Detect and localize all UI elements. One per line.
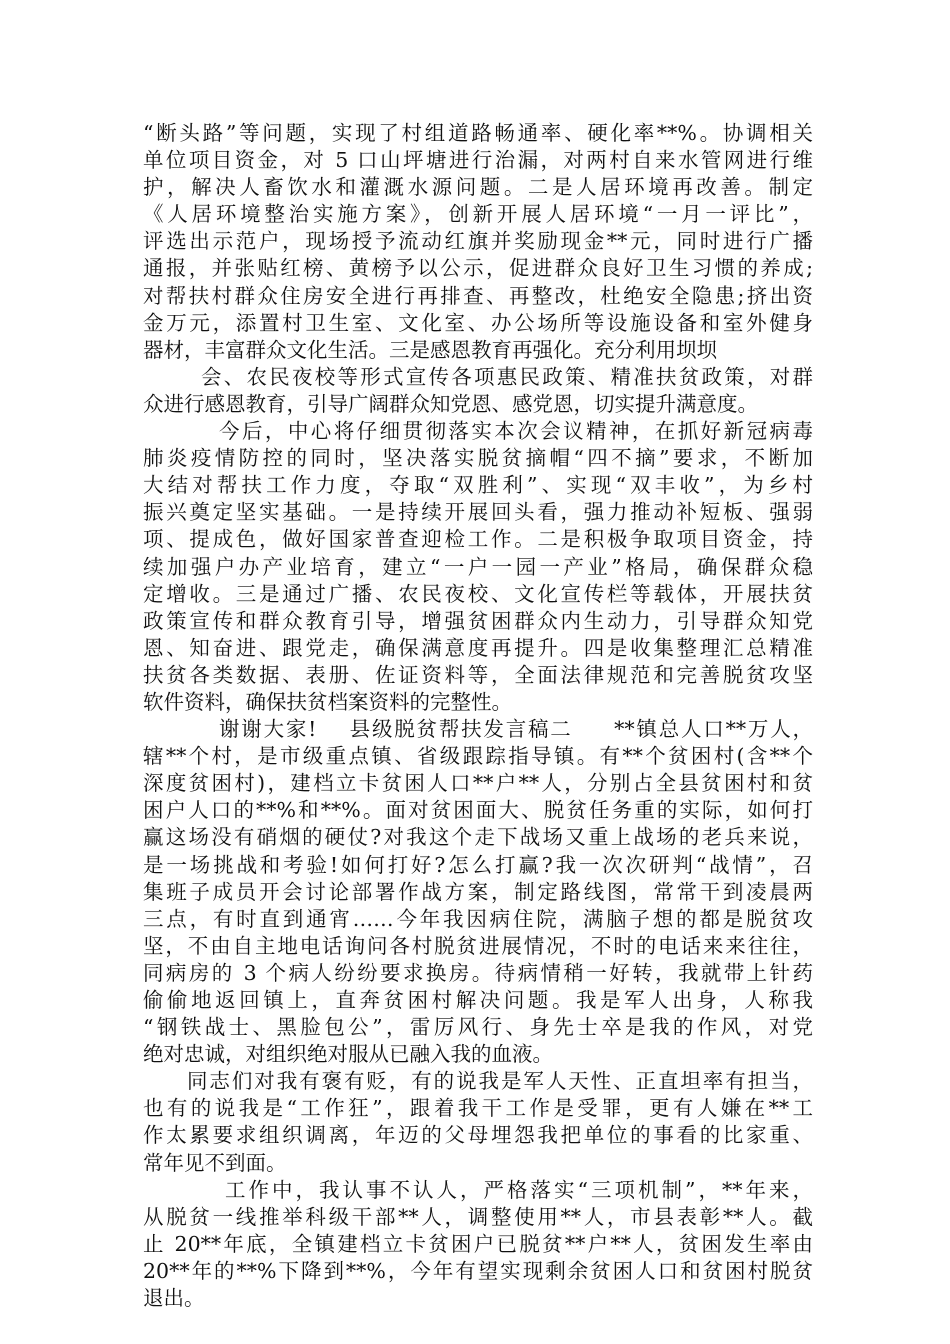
- text-line: 振兴奠定坚实基础。一是持续开展回头看，强力推动补短板、强弱: [143, 500, 813, 525]
- text-line: 辖**个村，是市级重点镇、省级跟踪指导镇。有**个贫困村(含**个: [143, 744, 813, 769]
- text-line: 作太累要求组织调离，年迈的父母埋怨我把单位的事看的比家重、: [143, 1123, 813, 1148]
- document-page: [143, 120, 813, 1312]
- text-line: 金万元，添置村卫生室、文化室、办公场所等设施设备和室外健身: [143, 310, 813, 335]
- text-line: 从脱贫一线推举科级干部**人，调整使用**人，市县表彰**人。截: [143, 1204, 813, 1229]
- text-line: 谢谢大家! 县级脱贫帮扶发言稿二 **镇总人口**万人，: [219, 717, 813, 742]
- text-line: 也有的说我是“工作狂”，跟着我干工作是受罪，更有人嫌在**工: [143, 1096, 813, 1121]
- text-line: 20**年的**%下降到**%，今年有望实现剩余贫困人口和贫困村脱贫: [143, 1258, 813, 1283]
- text-line: 定增收。三是通过广播、农民夜校、文化宣传栏等载体，开展扶贫: [143, 581, 813, 606]
- text-line: 同志们对我有褒有贬，有的说我是军人天性、正直坦率有担当，: [187, 1069, 813, 1094]
- text-line: 通报，并张贴红榜、黄榜予以公示，促进群众良好卫生习惯的养成;: [143, 256, 813, 281]
- text-line: 护，解决人畜饮水和灌溉水源问题。二是人居环境再改善。制定: [143, 175, 813, 200]
- text-line: 单位项目资金，对 5 口山坪塘进行治漏，对两村自来水管网进行维: [143, 148, 813, 173]
- text-line: 赢这场没有硝烟的硬仗?对我这个走下战场又重上战场的老兵来说，: [143, 825, 813, 850]
- text-line: 是一场挑战和考验!如何打好?怎么打赢?我一次次研判“战情”，召: [143, 852, 813, 877]
- text-line: 器材，丰富群众文化生活。三是感恩教育再强化。充分利用坝坝: [143, 337, 717, 362]
- text-line: 今后，中心将仔细贯彻落实本次会议精神，在抓好新冠病毒: [219, 419, 813, 444]
- text-line: 困户人口的**%和**%。面对贫困面大、脱贫任务重的实际，如何打: [143, 798, 813, 823]
- text-line: 政策宣传和群众教育引导，增强贫困群众内生动力，引导群众知党: [143, 608, 813, 633]
- text-line: 评选出示范户，现场授予流动红旗并奖励现金**元，同时进行广播: [143, 229, 813, 254]
- text-line: 项、提成色，做好国家普查迎检工作。二是积极争取项目资金，持: [143, 527, 813, 552]
- text-line: 绝对忠诚，对组织绝对服从已融入我的血液。: [143, 1042, 553, 1067]
- text-line: 三点，有时直到通宵……今年我因病住院，满脑子想的都是脱贫攻: [143, 906, 813, 931]
- text-line: 肺炎疫情防控的同时，坚决落实脱贫摘帽“四不摘”要求，不断加: [143, 446, 813, 471]
- text-line: 工作中，我认事不认人，严格落实“三项机制”，**年来，: [225, 1177, 813, 1202]
- text-line: 同病房的 3 个病人纷纷要求换房。待病情稍一好转，我就带上针药: [143, 960, 813, 985]
- text-line: 会、农民夜校等形式宣传各项惠民政策、精准扶贫政策，对群: [201, 364, 813, 389]
- text-line: 偷偷地返回镇上，直奔贫困村解决问题。我是军人出身，人称我: [143, 988, 813, 1012]
- text-line: 续加强户办产业培育，建立“一户一园一产业”格局，确保群众稳: [143, 554, 813, 579]
- text-line: 大结对帮扶工作力度，夺取“双胜利”、实现“双丰收”，为乡村: [143, 473, 813, 498]
- text-line: 众进行感恩教育，引导广阔群众知党恩、感党恩，切实提升满意度。: [143, 391, 758, 416]
- text-line: 常年见不到面。: [143, 1150, 287, 1175]
- text-line: 扶贫各类数据、表册、佐证资料等，全面法律规范和完善脱贫攻坚: [143, 662, 813, 687]
- text-line: “断头路”等问题，实现了村组道路畅通率、硬化率**%。协调相关: [143, 121, 813, 145]
- text-line: 退出。: [143, 1286, 205, 1311]
- text-line: 恩、知奋进、跟党走，确保满意度再提升。四是收集整理汇总精准: [143, 635, 813, 660]
- text-line: 深度贫困村)，建档立卡贫困人口**户**人，分别占全县贫困村和贫: [143, 771, 813, 796]
- text-line: 《人居环境整治实施方案》，创新开展人居环境“一月一评比”，: [143, 202, 813, 227]
- text-line: “钢铁战士、黑脸包公”，雷厉风行、身先士卒是我的作风，对党: [143, 1015, 813, 1040]
- text-line: 软件资料，确保扶贫档案资料的完整性。: [143, 689, 512, 714]
- text-line: 集班子成员开会讨论部署作战方案，制定路线图，常常干到凌晨两: [143, 879, 813, 904]
- text-line: 对帮扶村群众住房安全进行再排查、再整改，杜绝安全隐患;挤出资: [143, 283, 813, 308]
- text-line: 止 20**年底，全镇建档立卡贫困户已脱贫**户**人，贫困发生率由: [143, 1231, 813, 1256]
- text-line: 坚，不由自主地电话询问各村脱贫进展情况，不时的电话来来往往，: [143, 933, 813, 958]
